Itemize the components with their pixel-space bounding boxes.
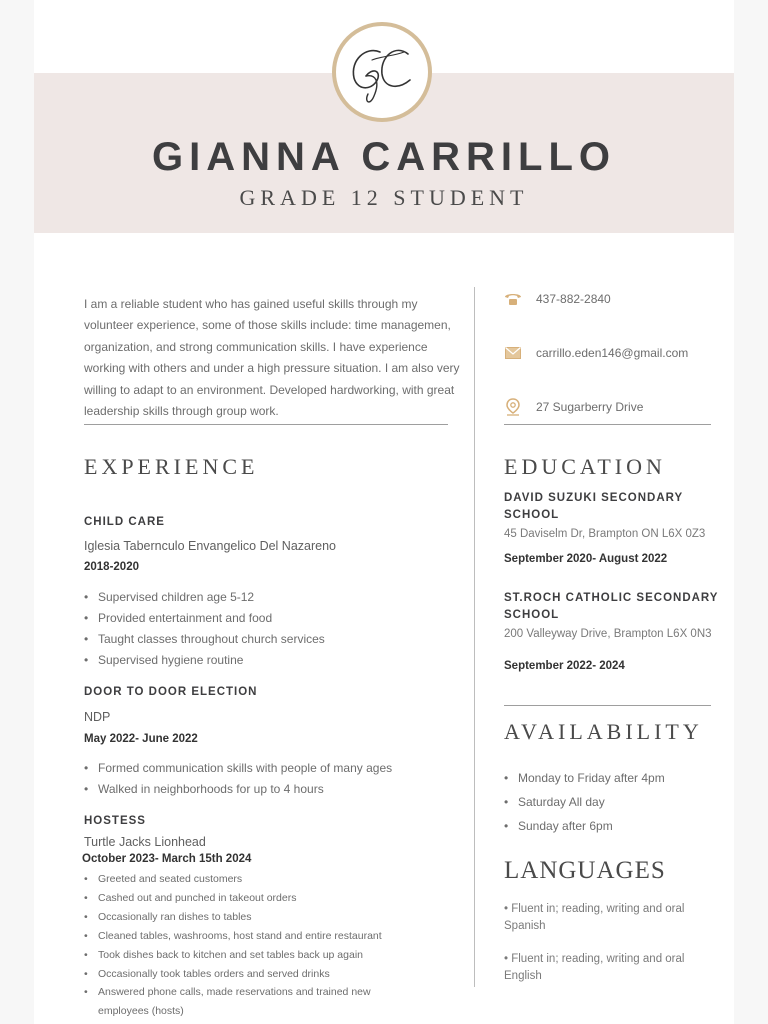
- monogram-icon: [336, 26, 428, 118]
- column-divider: [474, 287, 475, 987]
- job-title: DOOR TO DOOR ELECTION: [84, 686, 258, 698]
- summary-divider: [84, 424, 448, 425]
- job-dates: May 2022- June 2022: [84, 733, 198, 745]
- duty-item: • Cleaned tables, washrooms, host stand and entire restaurant: [84, 927, 414, 946]
- contact-phone: [504, 289, 611, 309]
- duty-item: • Formed communication skills with people of many ages: [84, 758, 392, 779]
- school-name: ST.ROCH CATHOLIC SECONDARY SCHOOL: [504, 592, 719, 621]
- page-margin-right: [734, 0, 768, 1024]
- candidate-subtitle: GRADE 12 STUDENT: [239, 185, 529, 210]
- location-pin-icon: [504, 399, 522, 415]
- job-dates: 2018-2020: [84, 561, 139, 573]
- phone-number: 437-882-2840: [536, 292, 611, 306]
- contact-divider: [504, 424, 711, 425]
- candidate-name: GIANNA CARRILLO: [151, 135, 617, 179]
- resume-page: [34, 0, 734, 1024]
- job-title: CHILD CARE: [84, 516, 165, 528]
- contact-address: [504, 397, 643, 417]
- education-heading: EDUCATION: [504, 454, 666, 479]
- availability-list: [504, 766, 714, 838]
- language-item: • Fluent in; reading, writing and oral Spanish: [504, 903, 685, 932]
- page-margin-left: [0, 0, 34, 1024]
- job-duties-list: [84, 870, 414, 1021]
- duty-item: • Took dishes back to kitchen and set tables back up again: [84, 946, 414, 965]
- experience-heading: EXPERIENCE: [84, 454, 259, 479]
- job-duties-list: [84, 587, 325, 671]
- education-divider: [504, 705, 711, 706]
- duty-item: • Supervised hygiene routine: [84, 650, 325, 671]
- school-dates: September 2020- August 2022: [504, 553, 668, 565]
- school-dates: September 2022- 2024: [504, 660, 625, 672]
- job-organization: NDP: [84, 710, 111, 724]
- duty-item: • Greeted and seated customers: [84, 870, 414, 889]
- job-organization: Turtle Jacks Lionhead: [84, 835, 206, 849]
- duty-item: • Cashed out and punched in takeout orders: [84, 889, 414, 908]
- availability-item: • Sunday after 6pm: [504, 814, 714, 838]
- school-name: DAVID SUZUKI SECONDARY SCHOOL: [504, 492, 683, 521]
- duty-item: • Taught classes throughout church services: [84, 629, 325, 650]
- job-duties-list: [84, 758, 392, 800]
- duty-item: • Supervised children age 5-12: [84, 587, 325, 608]
- email-address: carrillo.eden146@gmail.com: [536, 346, 689, 360]
- job-title: HOSTESS: [84, 815, 146, 827]
- availability-item: • Saturday All day: [504, 790, 714, 814]
- duty-item: • Occasionally ran dishes to tables: [84, 908, 414, 927]
- availability-item: • Monday to Friday after 4pm: [504, 766, 714, 790]
- mail-icon: [504, 345, 522, 361]
- job-organization: Iglesia Tabernculo Envangelico Del Nazareno: [84, 539, 337, 553]
- availability-heading: AVAILABILITY: [504, 719, 703, 744]
- duty-item: • Provided entertainment and food: [84, 608, 325, 629]
- street-address: 27 Sugarberry Drive: [536, 400, 644, 414]
- duty-item: • Answered phone calls, made reservations and trained new employees (hosts): [84, 983, 414, 1021]
- school-address: 45 Daviselm Dr, Brampton ON L6X 0Z3: [504, 528, 706, 540]
- duty-item: • Walked in neighborhoods for up to 4 hours: [84, 779, 392, 800]
- contact-email: [504, 343, 688, 363]
- duty-item: • Occasionally took tables orders and served drinks: [84, 965, 414, 984]
- job-dates: October 2023- March 15th 2024: [82, 853, 252, 865]
- languages-heading: LANGUAGES: [504, 857, 666, 884]
- language-item: • Fluent in; reading, writing and oral English: [504, 953, 685, 982]
- phone-icon: [504, 291, 522, 307]
- school-address: 200 Valleyway Drive, Brampton L6X 0N3: [504, 628, 712, 640]
- profile-summary: I am a reliable student who has gained useful skills through my volunteer experience, some of those skills include: time managemen, organization, and strong communication skills. I have experience working with others and under a high pressure situation. I am also very willing to adapt to an environment. Developed hardworking, with great leadership skills through group work.: [84, 297, 460, 419]
- monogram-logo: [332, 22, 432, 122]
